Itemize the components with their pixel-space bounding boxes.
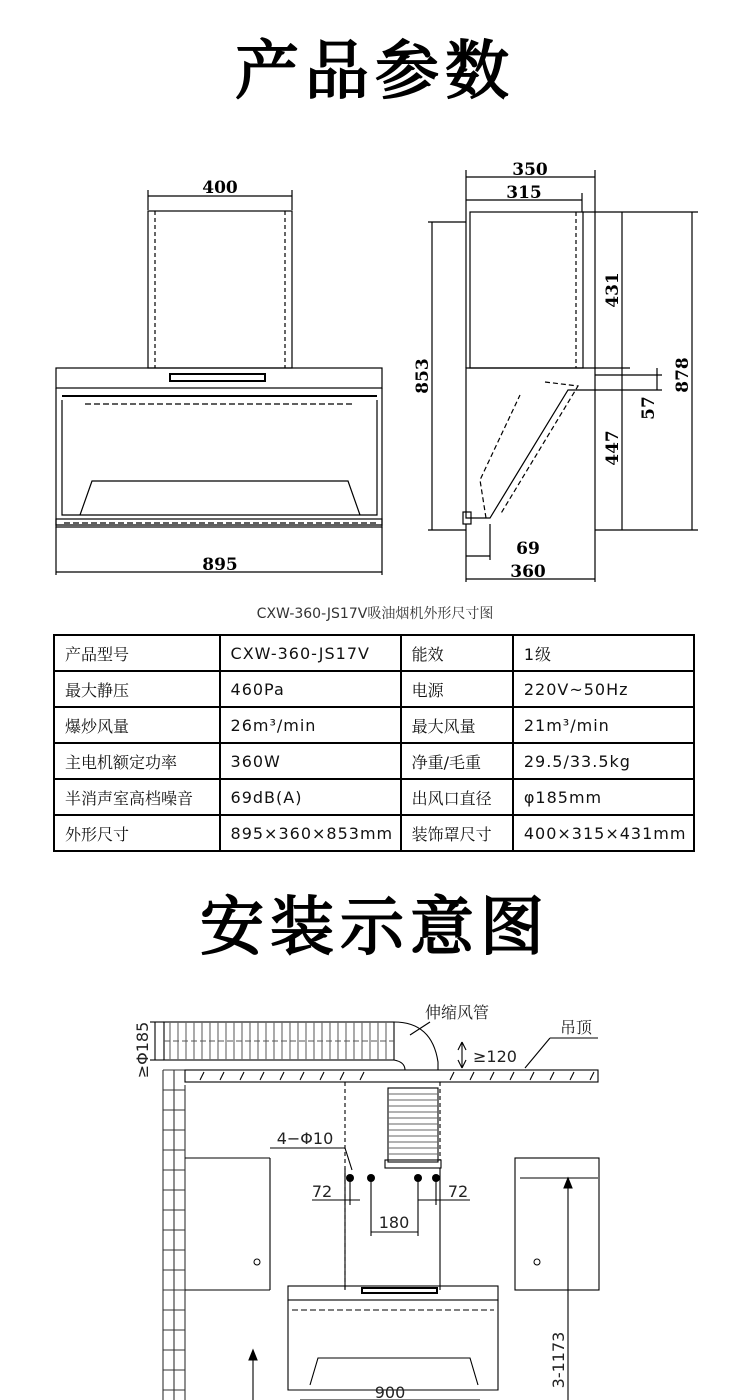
spec-label: 能效 (401, 635, 513, 671)
spec-label: 净重/毛重 (401, 743, 513, 779)
side-bottom-inner: 69 (516, 539, 540, 559)
spec-value: 895×360×853mm (220, 815, 401, 851)
spec-value: φ185mm (513, 779, 694, 815)
spec-label: 主电机额定功率 (54, 743, 220, 779)
mounting-holes (346, 1174, 440, 1182)
side-height-total: 853 (413, 358, 433, 394)
spec-label: 电源 (401, 671, 513, 707)
installation-drawing (0, 980, 750, 1400)
product-params-title: 产品参数 (235, 35, 515, 109)
drawing-caption: CXW-360-JS17V吸油烟机外形尺寸图 (256, 606, 494, 622)
installation-title: 安装示意图 (200, 891, 550, 965)
spec-value: CXW-360-JS17V (220, 635, 401, 671)
spec-value: 460Pa (220, 671, 401, 707)
spec-label: 爆炒风量 (54, 707, 220, 743)
bottom-width: 900 (374, 1383, 406, 1400)
front-bottom-width: 895 (202, 555, 238, 575)
duct-diameter-label: ≥Φ185 (133, 1021, 152, 1079)
spec-value: 29.5/33.5kg (513, 743, 694, 779)
spec-label: 最大风量 (401, 707, 513, 743)
spec-table (53, 634, 695, 852)
spacing-right: 72 (447, 1182, 469, 1201)
side-bottom-outer: 360 (510, 562, 546, 582)
side-height-lower: 447 (603, 430, 623, 466)
brick-wall (163, 1070, 185, 1400)
ceiling (185, 1070, 598, 1082)
spacing-left: 72 (311, 1182, 333, 1201)
spec-value: 360W (220, 743, 401, 779)
spec-value: 400×315×431mm (513, 815, 694, 851)
table-row (54, 707, 694, 743)
table-row (54, 743, 694, 779)
table-row (54, 815, 694, 851)
horizontal-duct (164, 1022, 438, 1070)
duct-label: 伸缩风管 (424, 1003, 490, 1022)
spec-value: 69dB(A) (220, 779, 401, 815)
holes-label: 4−Φ10 (276, 1129, 334, 1148)
spec-label: 半消声室高档噪音 (54, 779, 220, 815)
spec-value: 21m³/min (513, 707, 694, 743)
height-range: 3-1173 (549, 1331, 568, 1389)
spec-label: 装饰罩尺寸 (401, 815, 513, 851)
side-gap: 57 (639, 396, 659, 420)
spec-value: 220V~50Hz (513, 671, 694, 707)
spec-value: 26m³/min (220, 707, 401, 743)
spec-label: 出风口直径 (401, 779, 513, 815)
side-height-right: 878 (673, 357, 693, 393)
table-row (54, 671, 694, 707)
vertical-duct (385, 1088, 441, 1168)
side-top-outer: 350 (512, 160, 548, 180)
ceiling-label: 吊顶 (559, 1018, 593, 1037)
side-height-upper: 431 (603, 272, 623, 308)
table-row (54, 779, 694, 815)
spec-label: 产品型号 (54, 635, 220, 671)
spec-label: 外形尺寸 (54, 815, 220, 851)
spec-label: 最大静压 (54, 671, 220, 707)
spacing-mid: 180 (378, 1213, 410, 1232)
dimension-drawing (0, 0, 750, 600)
front-top-width: 400 (202, 178, 238, 198)
side-top-inner: 315 (506, 183, 542, 203)
front-view (56, 190, 382, 575)
spec-value: 1级 (513, 635, 694, 671)
side-view (428, 170, 698, 582)
table-row (54, 635, 694, 671)
gap-label: ≥120 (473, 1047, 517, 1066)
